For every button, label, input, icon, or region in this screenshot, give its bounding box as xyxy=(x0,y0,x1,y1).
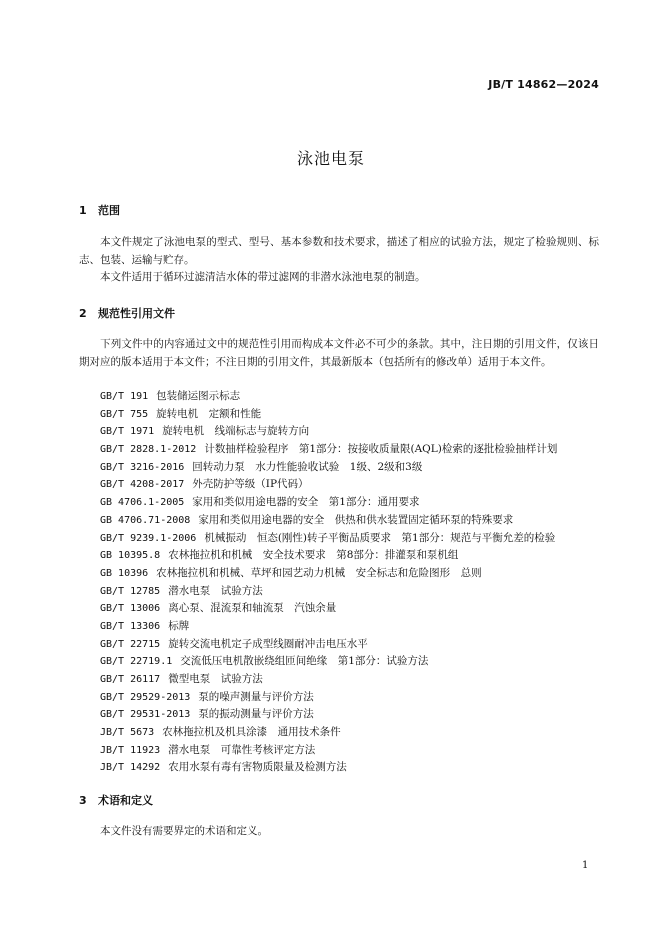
reference-title: 农用水泵有毒有害物质限量及检测方法 xyxy=(168,761,347,774)
section-heading-normative-references xyxy=(79,305,175,321)
section-number: 3 xyxy=(79,794,87,807)
reference-title: 旋转电机 线端标志与旋转方向 xyxy=(162,425,310,438)
reference-item xyxy=(100,618,605,636)
reference-code: GB/T 4208-2017 xyxy=(100,479,185,491)
reference-item xyxy=(100,636,605,654)
reference-code: GB 4706.1-2005 xyxy=(100,497,185,509)
section-title: 规范性引用文件 xyxy=(98,307,175,320)
reference-item xyxy=(100,742,605,760)
reference-item xyxy=(100,406,605,424)
reference-item xyxy=(100,530,605,548)
reference-item xyxy=(100,459,605,477)
paragraph-text: 本文件适用于循环过滤清洁水体的带过滤网的非潜水泳池电泵的制造。 xyxy=(100,271,426,283)
reference-title: 农林拖拉机和机械、草坪和园艺动力机械 安全标志和危险图形 总则 xyxy=(156,566,482,579)
reference-title: 家用和类似用途电器的安全 第1部分：通用要求 xyxy=(192,496,420,509)
section-heading-terms xyxy=(79,792,153,808)
reference-code: GB/T 26117 xyxy=(100,674,161,685)
reference-code: GB/T 191 xyxy=(100,391,149,402)
paragraph-text: 本文件规定了泳池电泵的型式、型号、基本参数和技术要求，描述了相应的试验方法，规定了检验规则、标志、包装、运输与贮存。 xyxy=(79,236,599,266)
section-title: 术语和定义 xyxy=(98,794,153,807)
reference-title: 回转动力泵 水力性能验收试验 1级、2级和3级 xyxy=(192,460,423,473)
reference-title: 家用和类似用途电器的安全 供热和供水装置固定循环泵的特殊要求 xyxy=(198,513,514,526)
reference-title: 潜水电泵 可靠性考核评定方法 xyxy=(168,743,316,756)
reference-code: GB 10396 xyxy=(100,567,149,579)
reference-title: 离心泵、混流泵和轴流泵 汽蚀余量 xyxy=(168,602,337,615)
paragraph-text: 本文件没有需要界定的术语和定义。 xyxy=(100,825,268,837)
reference-code: GB/T 12785 xyxy=(100,585,161,597)
reference-item xyxy=(100,689,605,707)
scope-paragraph-2 xyxy=(79,269,599,287)
reference-item xyxy=(100,476,605,494)
reference-title: 农林拖拉机和机械 安全技术要求 第8部分：排灌泵和泵机组 xyxy=(168,549,459,562)
reference-item xyxy=(100,724,605,742)
reference-item xyxy=(100,423,605,441)
reference-code: JB/T 14292 xyxy=(100,762,161,774)
references-intro-paragraph xyxy=(79,336,599,371)
reference-title: 计数抽样检验程序 第1部分：按接收质量限(AQL)检索的逐批检验抽样计划 xyxy=(204,443,558,456)
reference-title: 旋转电机 定额和性能 xyxy=(156,407,262,420)
reference-item xyxy=(100,653,605,671)
reference-title: 泵的噪声测量与评价方法 xyxy=(198,690,314,703)
reference-code: GB 4706.71-2008 xyxy=(100,514,191,526)
reference-title: 外壳防护等级（IP代码） xyxy=(192,478,309,491)
section-title: 范围 xyxy=(98,204,120,217)
reference-code: GB/T 1971 xyxy=(100,426,155,438)
reference-title: 机械振动 恒态(刚性)转子平衡品质要求 第1部分：规范与平衡允差的检验 xyxy=(204,531,556,544)
terms-paragraph xyxy=(79,823,599,841)
reference-title: 潜水电泵 试验方法 xyxy=(168,584,263,597)
reference-item xyxy=(100,706,605,724)
section-heading-scope xyxy=(79,202,120,218)
reference-list xyxy=(100,388,605,777)
reference-code: GB/T 22715 xyxy=(100,638,161,650)
reference-title: 微型电泵 试验方法 xyxy=(168,673,263,685)
reference-code: JB/T 11923 xyxy=(100,744,161,756)
section-number: 1 xyxy=(79,204,87,217)
reference-code: GB 10395.8 xyxy=(100,550,161,562)
reference-title: 泵的振动测量与评价方法 xyxy=(198,708,314,721)
reference-item xyxy=(100,583,605,601)
reference-title: 标牌 xyxy=(168,619,190,632)
reference-title: 包装储运图示标志 xyxy=(156,390,241,402)
reference-item xyxy=(100,547,605,565)
reference-item xyxy=(100,494,605,512)
reference-title: 旋转交流电机定子成型线圈耐冲击电压水平 xyxy=(168,637,368,650)
reference-item xyxy=(100,565,605,583)
reference-title: 农林拖拉机及机具涂漆 通用技术条件 xyxy=(162,726,341,739)
reference-item xyxy=(100,671,605,689)
paragraph-text: 下列文件中的内容通过文中的规范性引用而构成本文件必不可少的条款。其中，注日期的引用文件，仅该日期对应的版本适用于本文件；不注日期的引用文件，其最新版本（包括所有的修改单）适用于本文件。 xyxy=(79,338,599,368)
reference-code: GB/T 13006 xyxy=(100,603,161,615)
reference-item xyxy=(100,600,605,618)
reference-item xyxy=(100,512,605,530)
reference-code: GB/T 29531-2013 xyxy=(100,709,191,721)
page-number: 1 xyxy=(582,860,589,871)
reference-code: GB/T 2828.1-2012 xyxy=(100,444,197,456)
document-title: 泳池电泵 xyxy=(296,149,365,168)
reference-code: GB/T 3216-2016 xyxy=(100,461,185,473)
reference-item xyxy=(100,388,605,406)
scope-paragraph-1 xyxy=(79,234,599,269)
reference-item xyxy=(100,441,605,459)
reference-title: 交流低压电机散嵌绕组匝间绝缘 第1部分：试验方法 xyxy=(180,655,429,668)
reference-code: GB/T 13306 xyxy=(100,620,161,632)
reference-code: GB/T 22719.1 xyxy=(100,656,173,668)
section-number: 2 xyxy=(79,307,87,320)
reference-code: GB/T 9239.1-2006 xyxy=(100,532,197,544)
reference-code: GB/T 29529-2013 xyxy=(100,691,191,703)
standard-code: JB/T 14862—2024 xyxy=(488,78,599,91)
reference-code: JB/T 5673 xyxy=(100,727,155,739)
reference-item xyxy=(100,759,605,777)
reference-code: GB/T 755 xyxy=(100,408,149,420)
